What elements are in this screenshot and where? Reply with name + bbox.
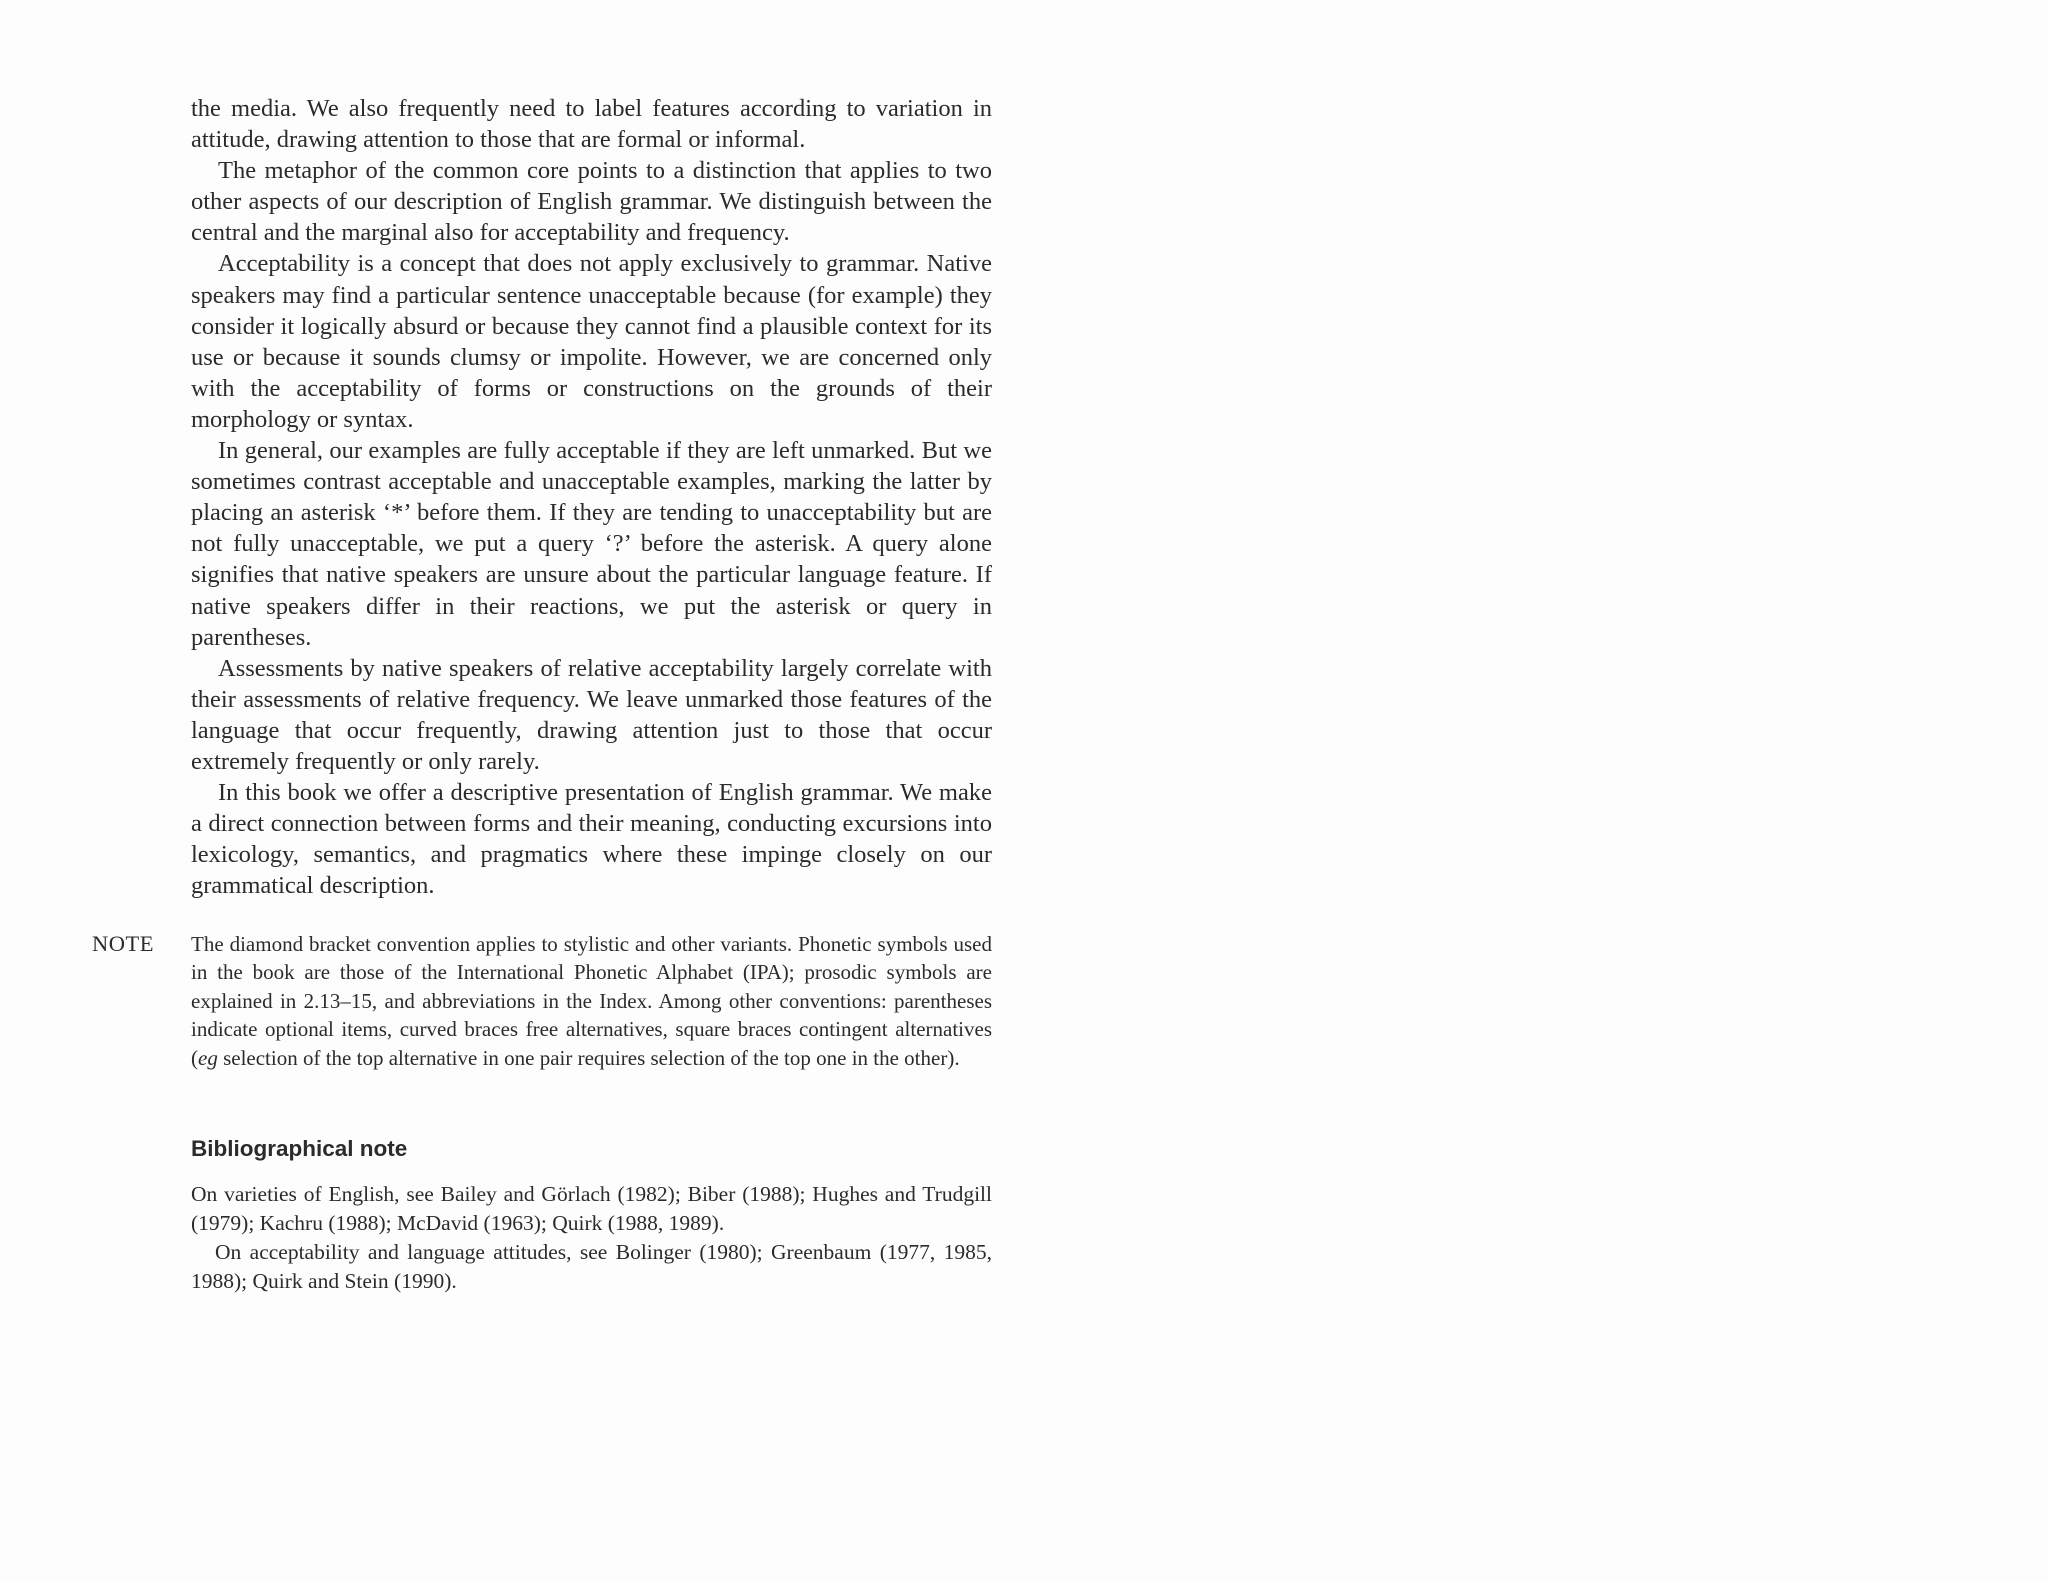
note-italic-eg: eg <box>198 1045 218 1070</box>
paragraph-descriptive-presentation: In this book we offer a descriptive presentation of English grammar. We make a direct connection between forms and their meaning, conducting excursions into lexicology, semantics, and pragmatics where these impinge closely on our grammatical description. <box>191 779 992 900</box>
paragraph-acceptability: Acceptability is a concept that does not apply exclusively to grammar. Native speakers may find a particular sentence unacceptable because (for example) they consider it logically absurd or because they cannot find a plausible context for its use or because it sounds clumsy or impolite. However, we are concerned only with the acceptability of forms or constructions on the grounds of their morphology or syntax. <box>191 250 992 433</box>
bibliographical-note-text <box>191 1180 992 1296</box>
main-body-text <box>191 93 992 901</box>
note-label: NOTE <box>92 931 154 956</box>
note-text-start: The diamond bracket convention applies to stylistic and other variants. Phonetic symbols used in the book are those of the International Phonetic Alphabet (IPA); prosodic symbols are explained in 2.13–15, and abbreviations in the Index. Among other conventions: parentheses indicate optional items, curved braces free alternatives, square braces contingent alternatives ( <box>191 932 992 1070</box>
bibliographical-note-heading: Bibliographical note <box>191 1136 408 1161</box>
note-text-end: selection of the top alternative in one pair requires selection of the top one in the other). <box>217 1045 960 1070</box>
biblio-paragraph-varieties: On varieties of English, see Bailey and Görlach (1982); Biber (1988); Hughes and Trudgill (1979); Kachru (1988); McDavid (1963); Quirk (1988, 1989). <box>191 1182 992 1235</box>
biblio-paragraph-acceptability: On acceptability and language attitudes, see Bolinger (1980); Greenbaum (1977, 1985, 1988); Quirk and Stein (1990). <box>191 1240 992 1293</box>
paragraph-frequency: Assessments by native speakers of relative acceptability largely correlate with their assessments of relative frequency. We leave unmarked those features of the language that occur frequently, drawing attention just to those that occur extremely frequently or only rarely. <box>191 654 992 775</box>
note-paragraph <box>191 930 992 1072</box>
paragraph-marking-conventions: In general, our examples are fully acceptable if they are left unmarked. But we sometimes contrast acceptable and unacceptable examples, marking the latter by placing an asterisk ‘*’ before them. If they are tending to unacceptability but are not fully unacceptable, we put a query ‘?’ before the asterisk. A query alone signifies that native speakers are unsure about the particular language feature. If native speakers differ in their reactions, we put the asterisk or query in parentheses. <box>191 437 992 651</box>
note-text <box>191 930 992 1072</box>
paragraph-common-core: The metaphor of the common core points to a distinction that applies to two other aspects of our description of English grammar. We distinguish between the central and the marginal also for acceptability and frequency. <box>191 157 992 247</box>
paragraph-media-attitude: the media. We also frequently need to label features according to variation in attitude, drawing attention to those that are formal or informal. <box>191 95 992 154</box>
